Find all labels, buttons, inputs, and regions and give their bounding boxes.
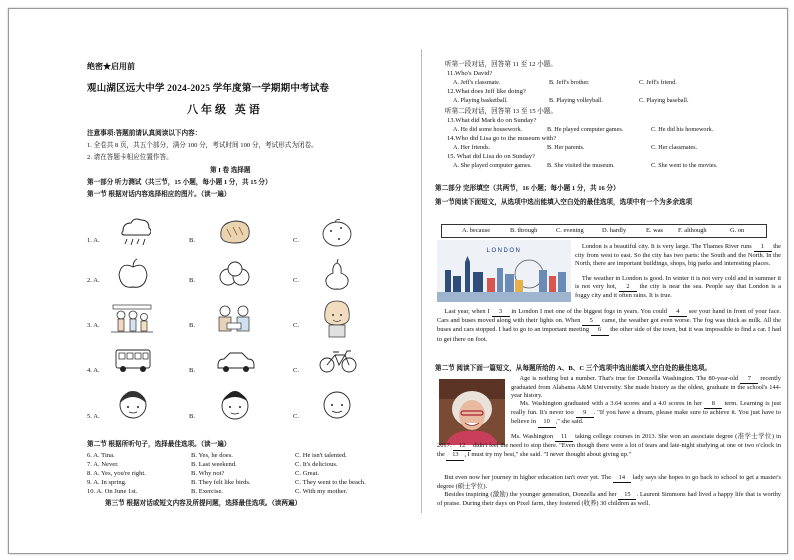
school-title: 观山湖区远大中学 2024-2025 学年度第一学期期中考试卷 (87, 84, 330, 94)
q7-b: B. Last weekend. (191, 461, 237, 468)
bald-face-icon (319, 387, 355, 423)
dialog2-intro: 听第二段对话，回答第 13 至 15 小题。 (445, 108, 558, 115)
row3-c: C. (293, 322, 300, 329)
apples-group-icon (217, 259, 253, 291)
word-c: C. evening (556, 227, 584, 234)
column-divider (421, 49, 422, 513)
cloze-para3 (437, 308, 781, 344)
blank-3[interactable]: 3 (492, 308, 510, 317)
row1-c: C. (293, 237, 300, 244)
cloze-para1 (575, 243, 781, 269)
q15: 15. What did Lisa do on Sunday? (447, 153, 535, 160)
reading-text-3b: taking college courses in 2013. She won an associate degree (准学士学位) in 2017. (437, 433, 781, 450)
blank-5[interactable]: 5 (582, 317, 600, 326)
para3-text-d: came, the weather got even worse. The fog was thick as milk. All the buses and cars stopped. I had to go to an important meeting (437, 317, 781, 334)
row3-a: 3. A. (87, 322, 100, 329)
q14-b: B. Her parents. (547, 144, 585, 151)
q7-a: 7. A. Never. (87, 461, 119, 468)
car-icon (215, 347, 257, 375)
q13-a: A. He did some housework. (453, 126, 523, 133)
reading-text-4b: lady says she hopes to go back to school to get a master's degree (硕士学位). (437, 474, 782, 491)
q13: 13.What did Mark do on Sunday? (447, 117, 537, 124)
q14-c: C. Her classmates. (651, 144, 698, 151)
row4-b: B. (189, 367, 196, 374)
blank-2[interactable]: 2 (619, 283, 637, 292)
apple-icon (115, 257, 151, 291)
q15-c: C. She went to the movies. (651, 162, 718, 169)
blank-15[interactable]: 15 (618, 491, 636, 500)
q6-a: 6. A. Tina. (87, 452, 115, 459)
volume-title: 第 I 卷 选择题 (210, 167, 251, 174)
reading-text-1b: recently graduated from Alabama A&M University. She made history as the oldest, graduate in the school's 144-year history. (511, 375, 781, 400)
q9-b: B. They felt like birds. (191, 479, 251, 486)
para1-text-a: London is a beautiful city. It is very large. The Thames River runs (581, 243, 754, 250)
row4-a: 4. A. (87, 367, 100, 374)
word-g: G. on (730, 227, 745, 234)
part2-sec2: 第二节 阅读下面一篇短文，从每题所给的 A、B、C 三个选项中选出能填入空白处的最佳选项。 (435, 365, 712, 372)
reading-text-5a: Besides inspiring (激励) the younger generation, Donzella and her (444, 491, 619, 498)
row2-b: B. (189, 277, 196, 284)
family-reading-icon (213, 299, 257, 339)
part1-sec2: 第二节 根据所听句子，选择最佳选项。（读一遍） (87, 441, 231, 448)
part1-title: 第一部分 听力测试（共三节，15 小题，每小题 1 分，共 15 分） (87, 179, 272, 186)
reading-text-3d: , I must try my best," she said. "I never thought about giving up." (464, 451, 632, 459)
bread-icon (217, 217, 253, 247)
q13-c: C. He did his homework. (651, 126, 714, 133)
blank-1[interactable]: 1 (754, 243, 772, 252)
notes-title: 注意事项:答题前请认真阅读以下内容： (87, 130, 202, 137)
left-column (75, 9, 403, 553)
q9-c: C. They went to the beach. (295, 479, 366, 486)
row2-a: 2. A. (87, 277, 100, 284)
secret-label: 绝密★启用前 (87, 62, 135, 71)
blank-9[interactable]: 9 (576, 409, 594, 418)
reading-text-2a: Ms. Washington graduated with a 3.64 scores and a 4.0 scores in her (519, 400, 705, 407)
blank-8[interactable]: 8 (704, 400, 722, 409)
right-column (433, 9, 785, 553)
word-d: D. hardly (602, 227, 627, 234)
reading-text-3c: didn't feel the need to stop there. "Even though there were a lot of tears and late-night studying at one or two o'clock in the (437, 442, 782, 459)
word-e: E. was (646, 227, 664, 234)
london-skyline-image (437, 240, 571, 302)
q12: 12.What does Jeff like doing? (447, 88, 526, 95)
boy-face-icon (217, 387, 253, 423)
q15-b: B. She visited the museum. (547, 162, 615, 169)
reading-text-3a: Ms. Washington (511, 433, 556, 440)
pear-icon (319, 257, 355, 291)
child-portrait-icon (319, 297, 355, 339)
blank-6[interactable]: 6 (591, 326, 609, 335)
row5-b: B. (189, 413, 196, 420)
row5-c: C. (293, 413, 300, 420)
word-a: A. because (462, 227, 491, 234)
para3-text-a: Last year, when I (444, 308, 492, 315)
subject-title: 八年级 英语 (187, 104, 263, 116)
q7-c: C. It's delicious. (295, 461, 338, 468)
q8-a: 8. A. Yes, you're right. (87, 470, 146, 477)
reading-text-1a: Age is nothing but a number. That's true for Donzella Washington. The 80-year-old (519, 375, 741, 382)
word-b: B. through (510, 227, 538, 234)
cloze-para2 (575, 275, 781, 301)
q8-c: C. Great. (295, 470, 319, 477)
blank-10[interactable]: 10 (538, 418, 556, 427)
blank-7[interactable]: 7 (740, 375, 758, 384)
q10-a: 10. A. On June 1st. (87, 488, 138, 495)
rain-cloud-icon (115, 215, 151, 249)
blank-12[interactable]: 12 (453, 442, 471, 451)
para3-text-e: the other side of the town, but it was impossible to find a car. I had to get there on foot. (437, 326, 781, 343)
q14-a: A. Her friends. (453, 144, 491, 151)
q8-b: B. Why not? (191, 470, 225, 477)
q10-b: B. Exercise. (191, 488, 224, 495)
reading-text-4a: But even now her journey in higher education isn't over yet. The (444, 474, 613, 481)
para2-text-b: the city is near the sea. People say that London is a foggy city and it often rains. It is true. (575, 283, 781, 300)
girl-face-icon (115, 387, 151, 423)
para3-text-b: in London I met one of the biggest fogs in years. You could (509, 308, 669, 315)
blank-14[interactable]: 14 (613, 474, 631, 483)
row1-b: B. (189, 237, 196, 244)
q13-b: B. He played computer games. (547, 126, 624, 133)
q11-a: A. Jeff's classmate. (453, 79, 501, 86)
row4-c: C. (293, 367, 300, 374)
part2-title: 第二部分 完形填空（共两节，16 小题；每小题 1 分，共 16 分） (435, 185, 620, 192)
word-f: F. although (678, 227, 707, 234)
row3-b: B. (189, 322, 196, 329)
note-1: 1. 全卷共 8 页，共五个部分，满分 100 分，考试时间 100 分，考试形式为闭卷。 (87, 142, 318, 149)
exam-page (8, 8, 788, 554)
q9-a: 9. A. In spring. (87, 479, 127, 486)
bicycle-icon (317, 345, 359, 375)
reading-text-5b: . Laurent Simmons had lived a happy life that is worthy of praise. During their days on Pixel farm, they fostered (收养) 30 children as well. (437, 491, 781, 508)
london-label: LONDON (486, 248, 522, 254)
blank-4[interactable]: 4 (669, 308, 687, 317)
reading-para5 (437, 491, 781, 508)
q12-a: A. Playing basketball. (453, 97, 508, 104)
reading-text-2b: term. Learning is just really fun. It's never too (511, 400, 782, 417)
reading-text-2d: ," she said. (555, 418, 584, 426)
reading-para2 (511, 400, 781, 428)
word-bank (441, 224, 767, 238)
reading-para3 (437, 433, 781, 461)
q15-a: A. She played computer games. (453, 162, 532, 169)
q12-b: B. Playing volleyball. (549, 97, 603, 104)
part1-sec1: 第一节 根据对话内容选择相应的图片。（读一遍） (87, 191, 231, 198)
q12-c: C. Playing baseball. (639, 97, 689, 104)
para1-text-b: the city from west to east. So the city has two parts: the South and the North. In the North, there are important buildings, shops, big parks and interesting places. (575, 243, 782, 268)
q11: 11.Who's David? (447, 70, 493, 77)
note-2: 2. 请在答题卡相应位置作答。 (87, 154, 173, 161)
family-cooking-icon (109, 299, 155, 339)
reading-text-2c: . "If you have a dream, please make sure to achieve it. You just have to believe in (511, 409, 781, 426)
q6-b: B. Yes, he does. (191, 452, 233, 459)
part2-sec1: 第一节阅读下面短文，从选项中选出能填入空白处的最佳选项，选项中有一个为多余选项 (435, 199, 693, 206)
blank-11[interactable]: 11 (555, 433, 573, 442)
row5-a: 5. A. (87, 413, 100, 420)
reading-para1 (511, 375, 781, 401)
q10-c: C. With my mother. (295, 488, 348, 495)
row2-c: C. (293, 277, 300, 284)
dialog1-intro: 听第一段对话，回答第 11 至 12 小题。 (445, 61, 557, 68)
row1-a: 1. A. (87, 237, 100, 244)
blank-13[interactable]: 13 (446, 451, 464, 460)
para2-text-a: The weather in London is good. In winter it is not very cold and in summer it is not very hot, (575, 275, 782, 291)
reading-para4 (437, 474, 781, 491)
part1-sec3: 第三节 根据对话或短文内容及所提问题，选择最佳选项。（读两遍） (105, 500, 302, 507)
q11-c: C. Jeff's friend. (639, 79, 677, 86)
bus-icon (113, 345, 153, 375)
q6-c: C. He isn't talented. (295, 452, 347, 459)
para3-text-c: see your hand in front of your face. Cars and buses moved along with their lights on. When (437, 308, 781, 325)
potato-icon (319, 215, 355, 249)
q11-b: B. Jeff's brother. (549, 79, 590, 86)
q14: 14.Who did Lisa go to the museum with? (447, 135, 557, 142)
